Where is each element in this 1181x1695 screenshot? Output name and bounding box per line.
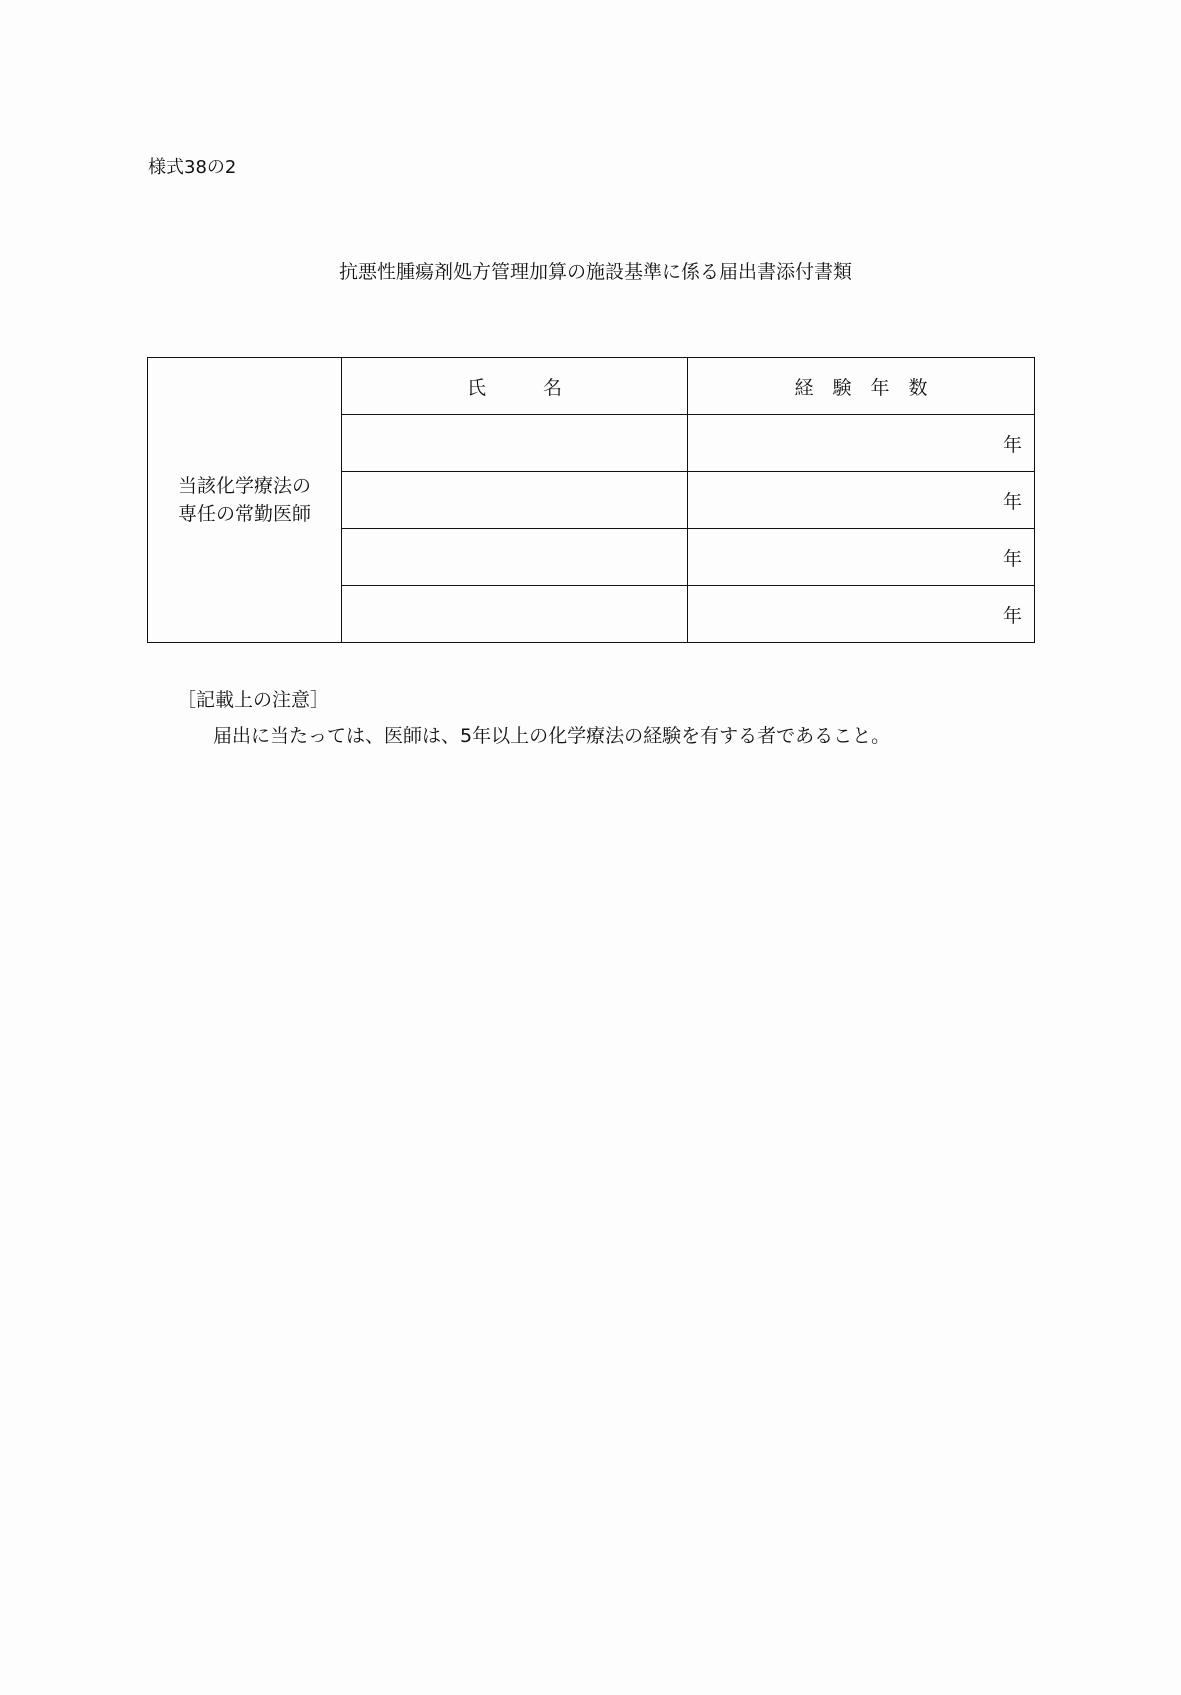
column-header-name: 氏 名 bbox=[342, 358, 688, 415]
notes-heading: ［記載上の注意］ bbox=[177, 689, 330, 711]
row-header-line-2: 専任の常勤医師 bbox=[177, 503, 311, 525]
years-unit: 年 bbox=[1002, 604, 1022, 627]
column-header-years: 経 験 年 数 bbox=[688, 358, 1035, 415]
years-unit: 年 bbox=[1002, 433, 1022, 456]
years-field[interactable] bbox=[688, 529, 1035, 586]
years-field[interactable] bbox=[688, 415, 1035, 472]
table-header-row bbox=[148, 358, 1035, 415]
notes-body: 届出に当たっては、医師は、5年以上の化学療法の経験を有する者であること。 bbox=[213, 725, 891, 747]
years-field[interactable] bbox=[688, 472, 1035, 529]
years-unit: 年 bbox=[1002, 547, 1022, 570]
document-title: 抗悪性腫瘍剤処方管理加算の施設基準に係る届出書添付書類 bbox=[338, 261, 852, 283]
name-field[interactable] bbox=[342, 586, 688, 643]
years-unit: 年 bbox=[1002, 490, 1022, 513]
row-header-line-1: 当該化学療法の bbox=[177, 475, 311, 497]
doctor-table bbox=[147, 357, 1035, 643]
row-header-cell bbox=[148, 358, 342, 643]
years-field[interactable] bbox=[688, 586, 1035, 643]
name-field[interactable] bbox=[342, 472, 688, 529]
form-number: 様式38の2 bbox=[148, 157, 237, 178]
name-field[interactable] bbox=[342, 415, 688, 472]
name-field[interactable] bbox=[342, 529, 688, 586]
